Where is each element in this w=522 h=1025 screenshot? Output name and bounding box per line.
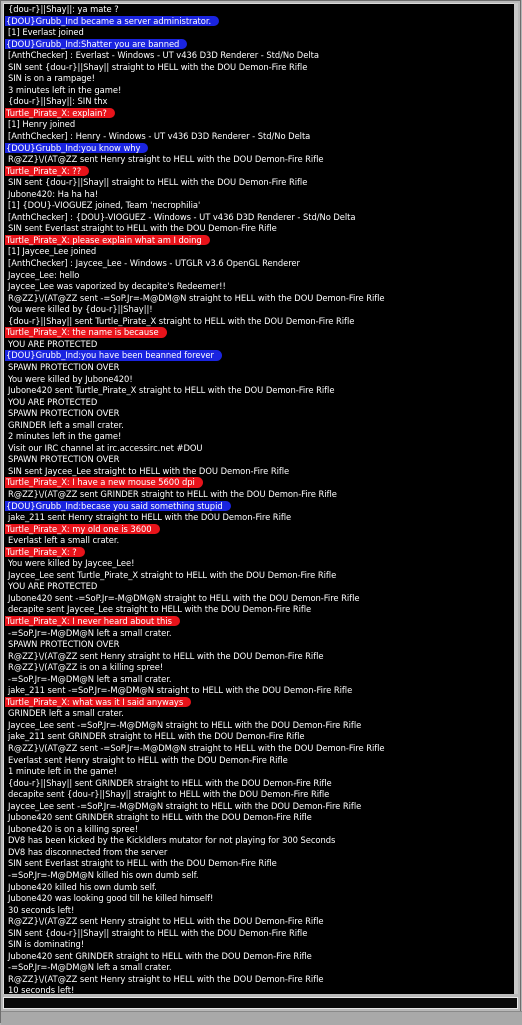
console-line	[8, 212, 518, 224]
console-line	[8, 223, 518, 235]
console-line-text: YOU ARE PROTECTED	[8, 396, 98, 407]
console-line-text: Jubone420: Ha ha ha!	[8, 188, 99, 199]
console-line-text: Jubone420 sent GRINDER straight to HELL with the DOU Demon-Fire Rifle	[8, 950, 312, 961]
console-line	[8, 824, 518, 836]
console-line	[8, 755, 518, 767]
console-line	[8, 708, 518, 720]
console-line	[8, 281, 518, 293]
console-line	[8, 374, 518, 386]
console-line-text: R@ZZ}\/(AT@ZZ sent -=SoP.Jr=-M@DM@N straight to HELL with the DOU Demon-Fire Rifle	[8, 292, 385, 303]
console-line-text: [1] Jaycee_Lee joined	[8, 246, 97, 257]
console-line	[8, 951, 518, 963]
console-line	[8, 431, 518, 443]
console-line-text: -=SoP.Jr=-M@DM@N left a small crater.	[8, 962, 172, 973]
console-bottom-bar	[1, 1011, 522, 1025]
console-line	[8, 847, 518, 859]
console-line-text: YOU ARE PROTECTED	[8, 581, 98, 592]
console-line	[8, 697, 518, 709]
console-line	[8, 512, 518, 524]
console-line-text: [AnthChecker] : Everlast - Windows - UT v436 D3D Renderer - Std/No Delta	[8, 50, 319, 61]
console-line-text: You were killed by {dou-r}||Shay||!	[8, 304, 153, 315]
console-line	[8, 108, 518, 120]
console-line	[8, 420, 518, 432]
console-line	[8, 801, 518, 813]
console-line	[8, 246, 518, 258]
console-line-text: Visit our IRC channel at irc.accessirc.net #DOU	[8, 442, 203, 453]
console-line	[8, 893, 518, 905]
console-line	[8, 293, 518, 305]
console-line	[8, 131, 518, 143]
console-line-text: SIN is on a rampage!	[8, 73, 95, 84]
console-line-text: jake_211 sent GRINDER straight to HELL with the DOU Demon-Fire Rifle	[8, 731, 305, 742]
console-line	[8, 639, 518, 651]
console-line	[8, 731, 518, 743]
console-line	[8, 166, 518, 178]
highlighted-message: Turtle_Pirate_X: I have a new mouse 5600 dpi	[5, 477, 203, 488]
highlighted-message: Turtle_Pirate_X: what was it I said anyways	[5, 697, 191, 708]
console-line	[8, 974, 518, 986]
console-line	[8, 882, 518, 894]
console-line	[8, 812, 518, 824]
console-line	[8, 73, 518, 85]
console-line	[8, 535, 518, 547]
console-line-text: Jaycee_Lee sent -=SoP.Jr=-M@DM@N straight to HELL with the DOU Demon-Fire Rifle	[8, 719, 362, 730]
console-line	[8, 350, 518, 362]
console-line	[8, 477, 518, 489]
console-line	[8, 581, 518, 593]
console-line-text: GRINDER left a small crater.	[8, 708, 124, 719]
console-line	[8, 327, 518, 339]
console-line	[8, 685, 518, 697]
console-line-text: jake_211 sent -=SoP.Jr=-M@DM@N straight to HELL with the DOU Demon-Fire Rifle	[8, 685, 353, 696]
console-line	[8, 905, 518, 917]
console-line	[8, 651, 518, 663]
console-line-text: Jubone420 sent Turtle_Pirate_X straight to HELL with the DOU Demon-Fire Rifle	[8, 385, 335, 396]
highlighted-message: Turtle_Pirate_X: ?	[5, 547, 85, 558]
console-line	[8, 858, 518, 870]
console-line	[8, 85, 518, 97]
console-line-text: SIN sent {dou-r}||Shay|| straight to HELL with the DOU Demon-Fire Rifle	[8, 177, 308, 188]
console-line	[8, 524, 518, 536]
highlighted-message: Turtle_Pirate_X: explain?	[5, 108, 115, 119]
console-line-text: SPAWN PROTECTION OVER	[8, 454, 120, 465]
highlighted-message: Turtle_Pirate_X: I never heard about this	[5, 616, 180, 627]
highlighted-message: {DOU}Grubb_Ind became a server administrator.	[5, 16, 219, 27]
console-line-text: DV8 has been kicked by the KickIdlers mutator for not playing for 300 Seconds	[8, 835, 336, 846]
console-line-text: You were killed by Jaycee_Lee!	[8, 558, 135, 569]
highlighted-message: {DOU}Grubb_Ind:Shatter you are banned	[5, 39, 187, 50]
console-line-text: 10 seconds left!	[8, 985, 75, 996]
console-log[interactable]	[3, 3, 518, 994]
console-line	[8, 189, 518, 201]
console-line-text: You were killed by Jubone420!	[8, 373, 133, 384]
console-line-text: 1 minute left in the game!	[8, 766, 117, 777]
console-line-text: Jubone420 is on a killing spree!	[8, 823, 139, 834]
console-line	[8, 62, 518, 74]
console-line-text: Jaycee_Lee sent -=SoP.Jr=-M@DM@N straight to HELL with the DOU Demon-Fire Rifle	[8, 800, 362, 811]
console-line	[8, 939, 518, 951]
console-line	[8, 743, 518, 755]
console-line	[8, 593, 518, 605]
console-line-text: Jubone420 sent -=SoP.Jr=-M@DM@N straight to HELL with the DOU Demon-Fire Rifle	[8, 592, 360, 603]
console-line	[8, 558, 518, 570]
console-line-text: R@ZZ}\/(AT@ZZ sent Henry straight to HELL with the DOU Demon-Fire Rifle	[8, 973, 324, 984]
console-line	[8, 835, 518, 847]
highlighted-message: Turtle_Pirate_X: ??	[5, 166, 89, 177]
console-line-text: Everlast left a small crater.	[8, 535, 120, 546]
console-line	[8, 985, 518, 997]
console-line-text: jake_211 sent Henry straight to HELL with the DOU Demon-Fire Rifle	[8, 512, 292, 523]
highlighted-message: Turtle_Pirate_X: please explain what am I doing	[5, 235, 210, 246]
console-line-text: [1] {DOU}-VIOGUEZ joined, Team 'necrophilia'	[8, 200, 201, 211]
console-line	[8, 304, 518, 316]
console-line	[8, 119, 518, 131]
console-line	[8, 501, 518, 513]
console-line	[8, 235, 518, 247]
highlighted-message: {DOU}Grubb_Ind:you have been beanned forever	[5, 350, 222, 361]
console-line-text: SPAWN PROTECTION OVER	[8, 639, 120, 650]
highlighted-message: {DOU}Grubb_Ind:becase you said something stupid	[5, 501, 231, 512]
highlighted-message: Turtle_Pirate_X: the name is because	[5, 327, 167, 338]
console-line-text: SIN sent Everlast straight to HELL with the DOU Demon-Fire Rifle	[8, 223, 277, 234]
console-line	[8, 604, 518, 616]
console-line-text: {dou-r}||Shay||: SIN thx	[8, 96, 108, 107]
console-line-text: R@ZZ}\/(AT@ZZ sent -=SoP.Jr=-M@DM@N straight to HELL with the DOU Demon-Fire Rifle	[8, 743, 385, 753]
console-line	[8, 570, 518, 582]
console-line	[8, 616, 518, 628]
console-line	[8, 270, 518, 282]
console-line	[8, 454, 518, 466]
console-line-text: {dou-r}||Shay|| sent GRINDER straight to HELL with the DOU Demon-Fire Rifle	[8, 777, 332, 788]
console-line	[8, 96, 518, 108]
console-line-text: Jubone420 sent GRINDER straight to HELL with the DOU Demon-Fire Rifle	[8, 812, 312, 823]
console-line	[8, 4, 518, 16]
console-line-text: Jubone420 killed his own dumb self.	[8, 881, 157, 892]
console-line-text: SIN sent Jaycee_Lee straight to HELL with the DOU Demon-Fire Rifle	[8, 465, 290, 476]
console-line-text: GRINDER left a small crater.	[8, 419, 124, 430]
console-line	[8, 39, 518, 51]
console-line-text: -=SoP.Jr=-M@DM@N left a small crater.	[8, 627, 172, 638]
console-line-text: R@ZZ}\/(AT@ZZ sent Henry straight to HELL with the DOU Demon-Fire Rifle	[8, 154, 324, 165]
console-line	[8, 720, 518, 732]
console-line-text: DV8 has disconnected from the server	[8, 846, 168, 857]
console-line-text: 30 seconds left!	[8, 904, 75, 915]
console-line-text: SIN is dominating!	[8, 939, 85, 950]
console-line-text: [AnthChecker] : Henry - Windows - UT v436 D3D Renderer - Std/No Delta	[8, 131, 311, 142]
console-line-text: [1] Everlast joined	[8, 27, 84, 38]
console-line-text: SPAWN PROTECTION OVER	[8, 361, 120, 372]
console-line-text: YOU ARE PROTECTED	[8, 338, 98, 349]
console-line-text: Jaycee_Lee: hello	[8, 269, 80, 280]
console-line-text: -=SoP.Jr=-M@DM@N left a small crater.	[8, 673, 172, 684]
console-line	[8, 489, 518, 501]
console-line	[8, 154, 518, 166]
console-line	[8, 200, 518, 212]
console-line	[8, 916, 518, 928]
console-line	[8, 443, 518, 455]
console-line-text: SIN sent {dou-r}||Shay|| straight to HELL with the DOU Demon-Fire Rifle	[8, 927, 308, 938]
console-line	[8, 143, 518, 155]
console-line-text: 2 minutes left in the game!	[8, 431, 122, 442]
console-line-text: {dou-r}||Shay||: ya mate ?	[8, 4, 119, 14]
console-line-text: R@ZZ}\/(AT@ZZ is on a killing spree!	[8, 662, 164, 673]
console-line	[8, 662, 518, 674]
console-line-text: Jaycee_Lee was vaporized by decapite's Redeemer!!	[8, 281, 226, 292]
console-line-text: R@ZZ}\/(AT@ZZ sent Henry straight to HELL with the DOU Demon-Fire Rifle	[8, 916, 324, 927]
console-line-text: [AnthChecker] : Jaycee_Lee - Windows - UTGLR v3.6 OpenGL Renderer	[8, 258, 300, 269]
console-line	[8, 397, 518, 409]
console-line	[8, 177, 518, 189]
console-line	[8, 962, 518, 974]
console-line	[8, 258, 518, 270]
console-line	[8, 870, 518, 882]
console-line-text: Jubone420 was looking good till he killed himself!	[8, 893, 214, 904]
console-line	[8, 928, 518, 940]
console-line-text: SIN sent Everlast straight to HELL with the DOU Demon-Fire Rifle	[8, 858, 277, 869]
console-scrollbar[interactable]	[514, 3, 518, 994]
console-line-text: SIN sent {dou-r}||Shay|| straight to HELL with the DOU Demon-Fire Rifle	[8, 61, 308, 72]
console-line-text: R@ZZ}\/(AT@ZZ sent GRINDER straight to HELL with the DOU Demon-Fire Rifle	[8, 488, 337, 499]
console-line-text: [1] Henry joined	[8, 119, 76, 130]
console-line-text: 3 minutes left in the game!	[8, 84, 122, 95]
console-line	[8, 778, 518, 790]
console-line-text: decapite sent {dou-r}||Shay|| straight to HELL with the DOU Demon-Fire Rifle	[8, 789, 330, 800]
highlighted-message: Turtle_Pirate_X: my old one is 3600	[5, 524, 160, 535]
highlighted-message: {DOU}Grubb_Ind:you know why	[5, 143, 148, 154]
console-line	[8, 674, 518, 686]
console-line	[8, 766, 518, 778]
console-line	[8, 628, 518, 640]
console-line	[8, 50, 518, 62]
console-line-text: decapite sent Jaycee_Lee straight to HELL with the DOU Demon-Fire Rifle	[8, 604, 312, 615]
console-line-text: SPAWN PROTECTION OVER	[8, 408, 120, 419]
console-line	[8, 385, 518, 397]
console-line	[8, 547, 518, 559]
console-line	[8, 789, 518, 801]
console-line	[8, 16, 518, 28]
console-line	[8, 408, 518, 420]
console-line-text: Everlast sent Henry straight to HELL with the DOU Demon-Fire Rifle	[8, 754, 288, 765]
console-line	[8, 362, 518, 374]
console-line-text: Jaycee_Lee sent Turtle_Pirate_X straight to HELL with the DOU Demon-Fire Rifle	[8, 569, 337, 580]
console-line	[8, 339, 518, 351]
console-line-text: R@ZZ}\/(AT@ZZ sent Henry straight to HELL with the DOU Demon-Fire Rifle	[8, 650, 324, 661]
console-line	[8, 466, 518, 478]
console-input[interactable]	[3, 997, 518, 1009]
console-line-text: -=SoP.Jr=-M@DM@N killed his own dumb self.	[8, 870, 199, 881]
console-line-text: {dou-r}||Shay|| sent Turtle_Pirate_X straight to HELL with the DOU Demon-Fire Rifle	[8, 315, 355, 326]
console-line-text: [AnthChecker] : {DOU}-VIOGUEZ - Windows - UT v436 D3D Renderer - Std/No Delta	[8, 211, 356, 222]
console-line	[8, 316, 518, 328]
console-line	[8, 27, 518, 39]
